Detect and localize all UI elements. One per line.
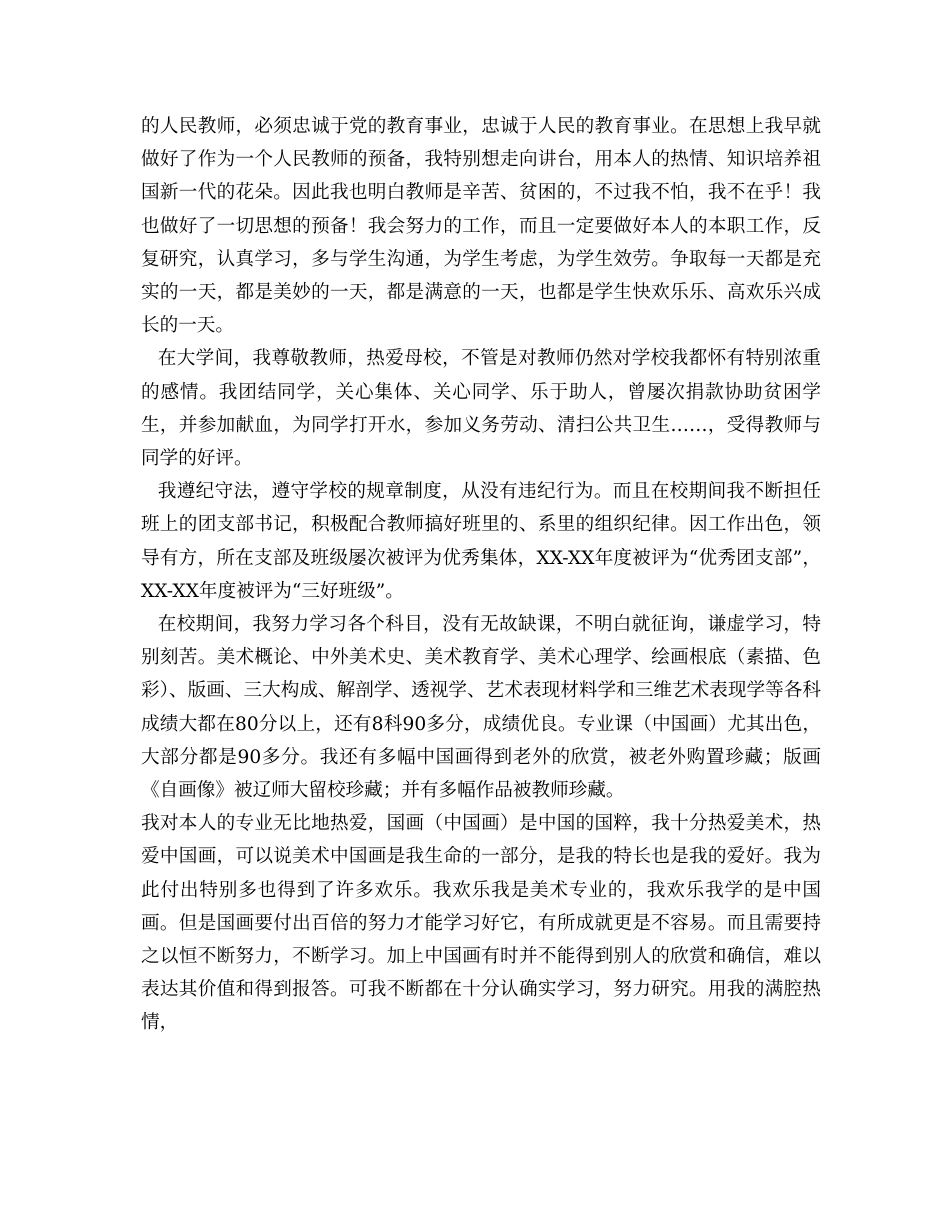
paragraph-chinese-painting-passion: 我对本人的专业无比地热爱，国画（中国画）是中国的国粹，我十分热爱美术，热爱中国画，可以说美术中国画是我生命的一部分，是我的特长也是我的爱好。我为此付出特别多也得到了许多欢乐。我欢乐我是美术专业的，我欢乐我学的是中国画。但是国画要付出百倍的努力才能学习好它，有所成就更是不容易。而且需要持之以恒不断努力，不断学习。加上中国画有时并不能得到别人的欣赏和确信，难以表达其价值和得到报答。可我不断都在十分认确实学习，努力研究。用我的满腔热情，	[141, 813, 821, 1034]
document-body	[141, 110, 821, 1040]
paragraph-academic-performance: 在校期间，我努力学习各个科目，没有无故缺课，不明白就征询，谦虚学习，特别刻苦。美术概论、中外美术史、美术教育学、美术心理学、绘画根底（素描、色彩）、版画、三大构成、解剖学、透视学、艺术表现材料学和三维艺术表现学等各科成绩大都在80分以上，还有8科90多分，成绩优良。专业课（中国画）尤其出色，大部分都是90多分。我还有多幅中国画得到老外的欣赏，被老外购置珍藏；版画《自画像》被辽师大留校珍藏；并有多幅作品被教师珍藏。	[141, 614, 821, 802]
paragraph-university-conduct: 在大学间，我尊敬教师，热爱母校，不管是对教师仍然对学校我都怀有特别浓重的感情。我团结同学，关心集体、关心同学、乐于助人，曾屡次捐款协助贫困学生，并参加献血，为同学打开水，参加义务劳动、清扫公共卫生……，受得教师与同学的好评。	[141, 348, 821, 470]
paragraph-teacher-commitment: 的人民教师，必须忠诚于党的教育事业，忠诚于人民的教育事业。在思想上我早就做好了作为一个人民教师的预备，我特别想走向讲台，用本人的热情、知识培养祖国新一代的花朵。因此我也明白教师是辛苦、贫困的，不过我不怕，我不在乎！我也做好了一切思想的预备！我会努力的工作，而且一定要做好本人的本职工作，反复研究，认真学习，多与学生沟通，为学生考虑，为学生效劳。争取每一天都是充实的一天，都是美妙的一天，都是满意的一天，也都是学生快欢乐乐、高欢乐兴成长的一天。	[141, 116, 821, 337]
paragraph-discipline-league: 我遵纪守法，遵守学校的规章制度，从没有违纪行为。而且在校期间我不断担任班上的团支部书记，积极配合教师搞好班里的、系里的组织纪律。因工作出色，领导有方，所在支部及班级屡次被评为优秀集体，XX-XX年度被评为“优秀团支部”，XX-XX年度被评为“三好班级”。	[141, 481, 821, 602]
